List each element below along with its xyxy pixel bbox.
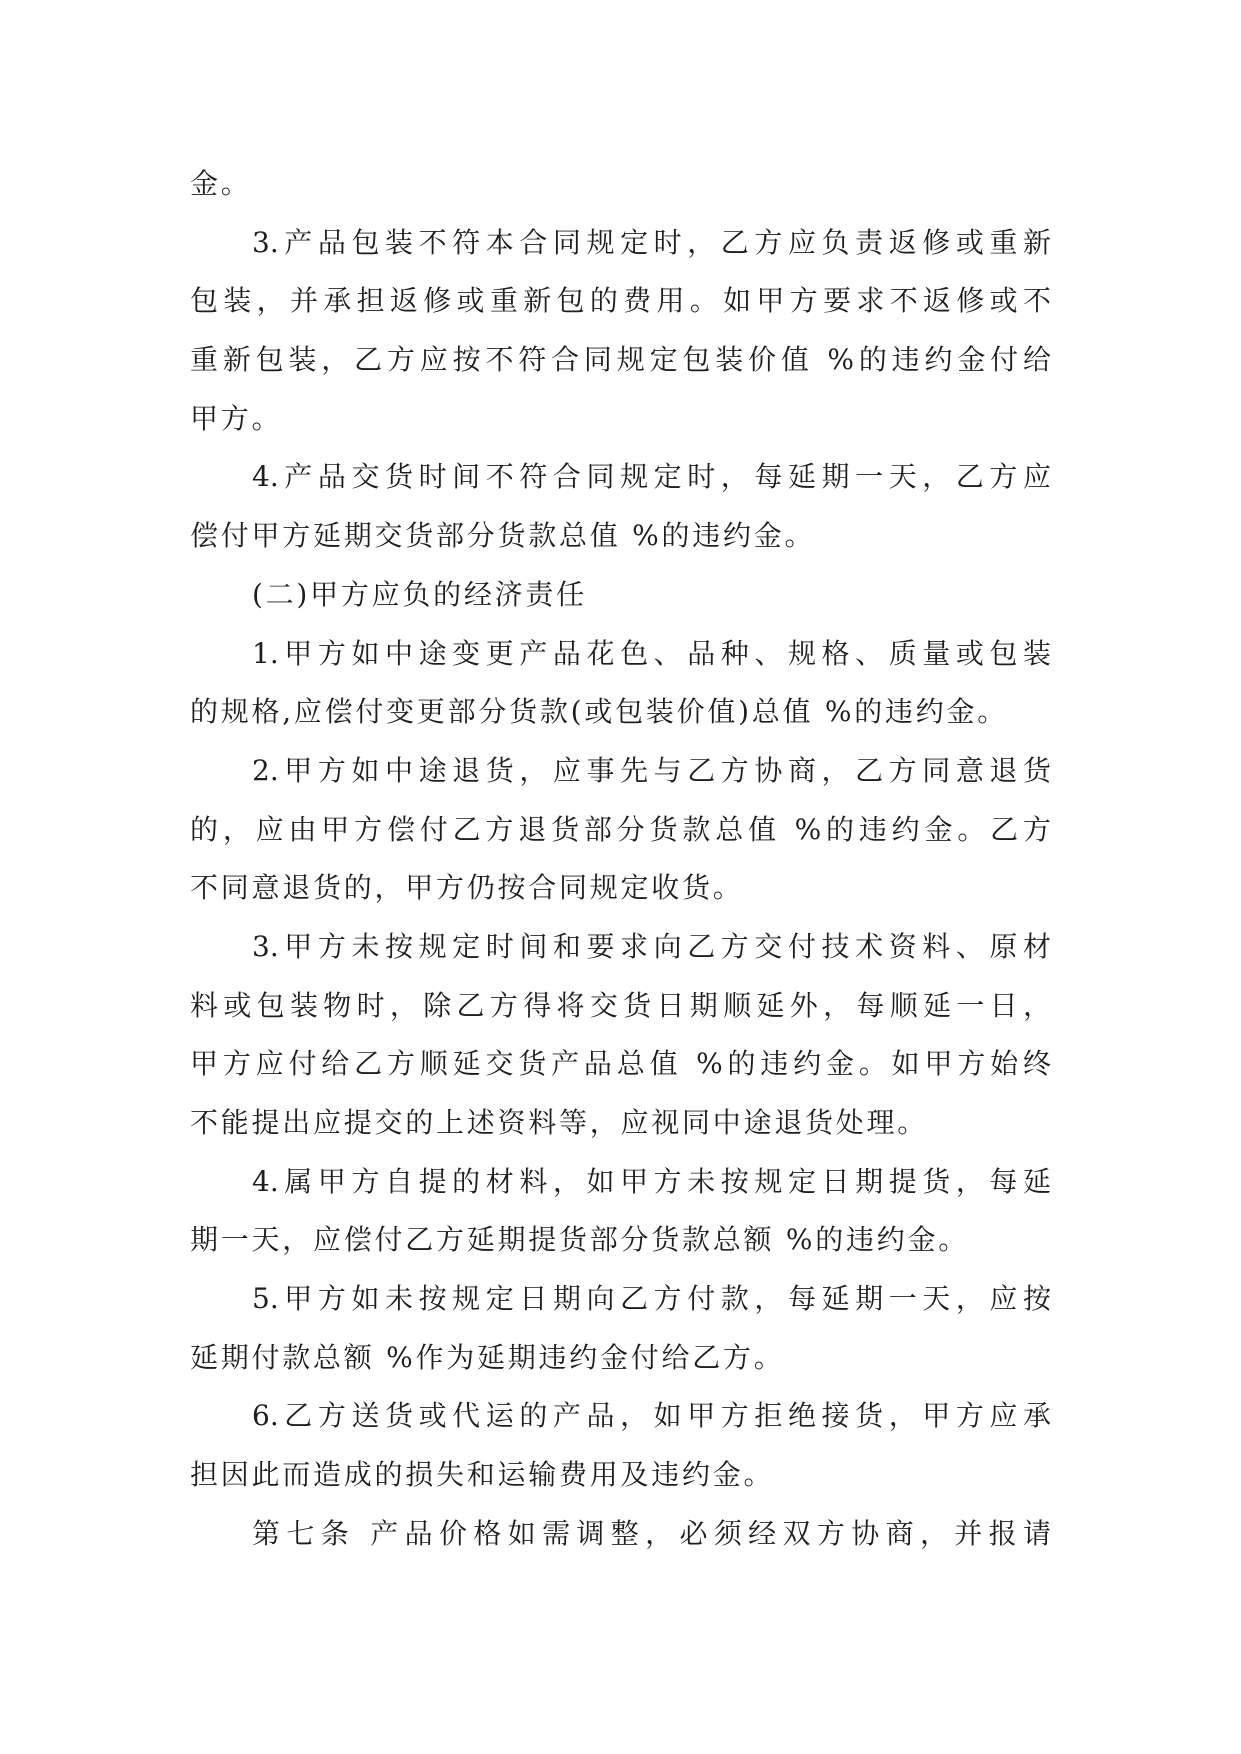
paragraph-continued (190, 155, 1051, 214)
paragraph-line: 的，应由甲方偿付乙方退货部分货款总值 %的违约金。乙方 (190, 812, 1051, 846)
paragraph-line: 担因此而造成的损失和运输费用及违约金。 (190, 1458, 775, 1492)
section-heading-text: (二)甲方应负的经济责任 (252, 577, 587, 611)
paragraph-line: 延期付款总额 %作为延期违约金付给乙方。 (190, 1340, 785, 1374)
paragraph-line: 4.属甲方自提的材料，如甲方未按规定日期提货，每延 (252, 1164, 1051, 1198)
paragraph-line: 6.乙方送货或代运的产品，如甲方拒绝接货，甲方应承 (252, 1399, 1051, 1433)
paragraph-line: 2.甲方如中途退货，应事先与乙方协商，乙方同意退货 (252, 753, 1051, 787)
paragraph-buyer-item-5 (190, 1270, 1051, 1387)
paragraph-buyer-item-4 (190, 1153, 1051, 1270)
paragraph-buyer-item-3 (190, 918, 1051, 1153)
paragraph-buyer-item-1 (190, 625, 1051, 742)
paragraph-article-7 (190, 1505, 1051, 1564)
paragraph-seller-item-4 (190, 448, 1051, 565)
paragraph-line: 3.产品包装不符本合同规定时，乙方应负责返修或重新 (252, 225, 1051, 259)
paragraph-line: 金。 (190, 167, 252, 200)
paragraph-line: 5.甲方如未按规定日期向乙方付款，每延期一天，应按 (252, 1282, 1051, 1316)
paragraph-buyer-item-2 (190, 742, 1051, 918)
paragraph-line: 的规格,应偿付变更部分货款(或包装价值)总值 %的违约金。 (190, 695, 1009, 729)
paragraph-line: 不同意退货的，甲方仍按合同规定收货。 (190, 871, 744, 905)
paragraph-line: 不能提出应提交的上述资料等，应视同中途退货处理。 (190, 1106, 929, 1139)
paragraph-line: 甲方。 (190, 401, 283, 435)
paragraph-line: 偿付甲方延期交货部分货款总值 %的违约金。 (190, 519, 816, 553)
paragraph-line: 期一天，应偿付乙方延期提货部分货款总额 %的违约金。 (190, 1223, 970, 1257)
paragraph-line: 甲方应付给乙方顺延交货产品总值 %的违约金。如甲方始终 (190, 1047, 1051, 1081)
paragraph-line: 3.甲方未按规定时间和要求向乙方交付技术资料、原材 (252, 929, 1051, 963)
paragraph-line: 包装，并承担返修或重新包的费用。如甲方要求不返修或不 (190, 284, 1051, 318)
paragraph-line: 料或包装物时，除乙方得将交货日期顺延外，每顺延一日， (190, 988, 1051, 1022)
paragraph-buyer-item-6 (190, 1387, 1051, 1504)
paragraph-line: 4.产品交货时间不符合同规定时，每延期一天，乙方应 (252, 460, 1051, 494)
document-body (190, 155, 1051, 1564)
section-heading (190, 566, 1051, 625)
paragraph-line: 第七条 产品价格如需调整，必须经双方协商，并报请 (252, 1516, 1051, 1550)
paragraph-line: 重新包装，乙方应按不符合同规定包装价值 %的违约金付给 (190, 343, 1051, 377)
paragraph-line: 1.甲方如中途变更产品花色、品种、规格、质量或包装 (252, 636, 1051, 670)
paragraph-seller-item-3 (190, 214, 1051, 449)
